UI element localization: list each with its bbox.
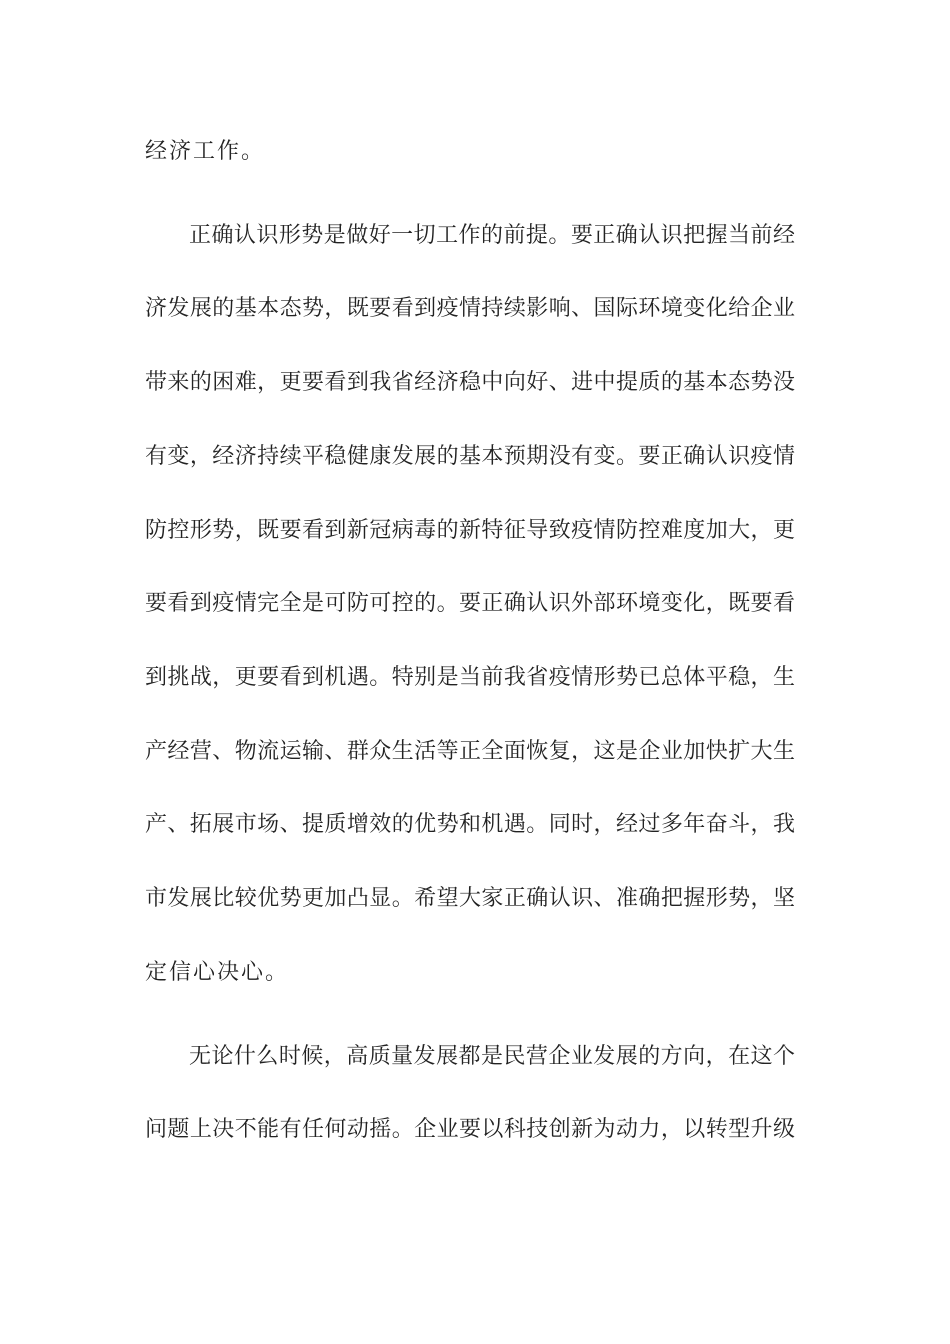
text-line: 带来的困难，更要看到我省经济稳中向好、进中提质的基本态势没 xyxy=(145,370,795,395)
text-line: 经济工作。 xyxy=(145,139,266,164)
paragraph-first-line: 正确认识形势是做好一切工作的前提。要正确认识把握当前经 xyxy=(189,223,795,248)
text-line: 到挑战，更要看到机遇。特别是当前我省疫情形势已总体平稳，生 xyxy=(145,665,795,690)
text-line: 市发展比较优势更加凸显。希望大家正确认识、准确把握形势，坚 xyxy=(145,886,795,911)
text-line: 防控形势，既要看到新冠病毒的新特征导致疫情防控难度加大，更 xyxy=(145,518,795,543)
text-line: 产经营、物流运输、群众生活等正全面恢复，这是企业加快扩大生 xyxy=(145,739,795,764)
text-line: 问题上决不能有任何动摇。企业要以科技创新为动力，以转型升级 xyxy=(145,1117,795,1142)
text-line: 要看到疫情完全是可防可控的。要正确认识外部环境变化，既要看 xyxy=(145,591,795,616)
paragraph-first-line: 无论什么时候，高质量发展都是民营企业发展的方向，在这个 xyxy=(189,1044,795,1069)
text-line: 定信心决心。 xyxy=(145,960,290,985)
text-line: 有变，经济持续平稳健康发展的基本预期没有变。要正确认识疫情 xyxy=(145,444,795,469)
text-line: 济发展的基本态势，既要看到疫情持续影响、国际环境变化给企业 xyxy=(145,296,795,321)
text-line: 产、拓展市场、提质增效的优势和机遇。同时，经过多年奋斗，我 xyxy=(145,812,795,837)
